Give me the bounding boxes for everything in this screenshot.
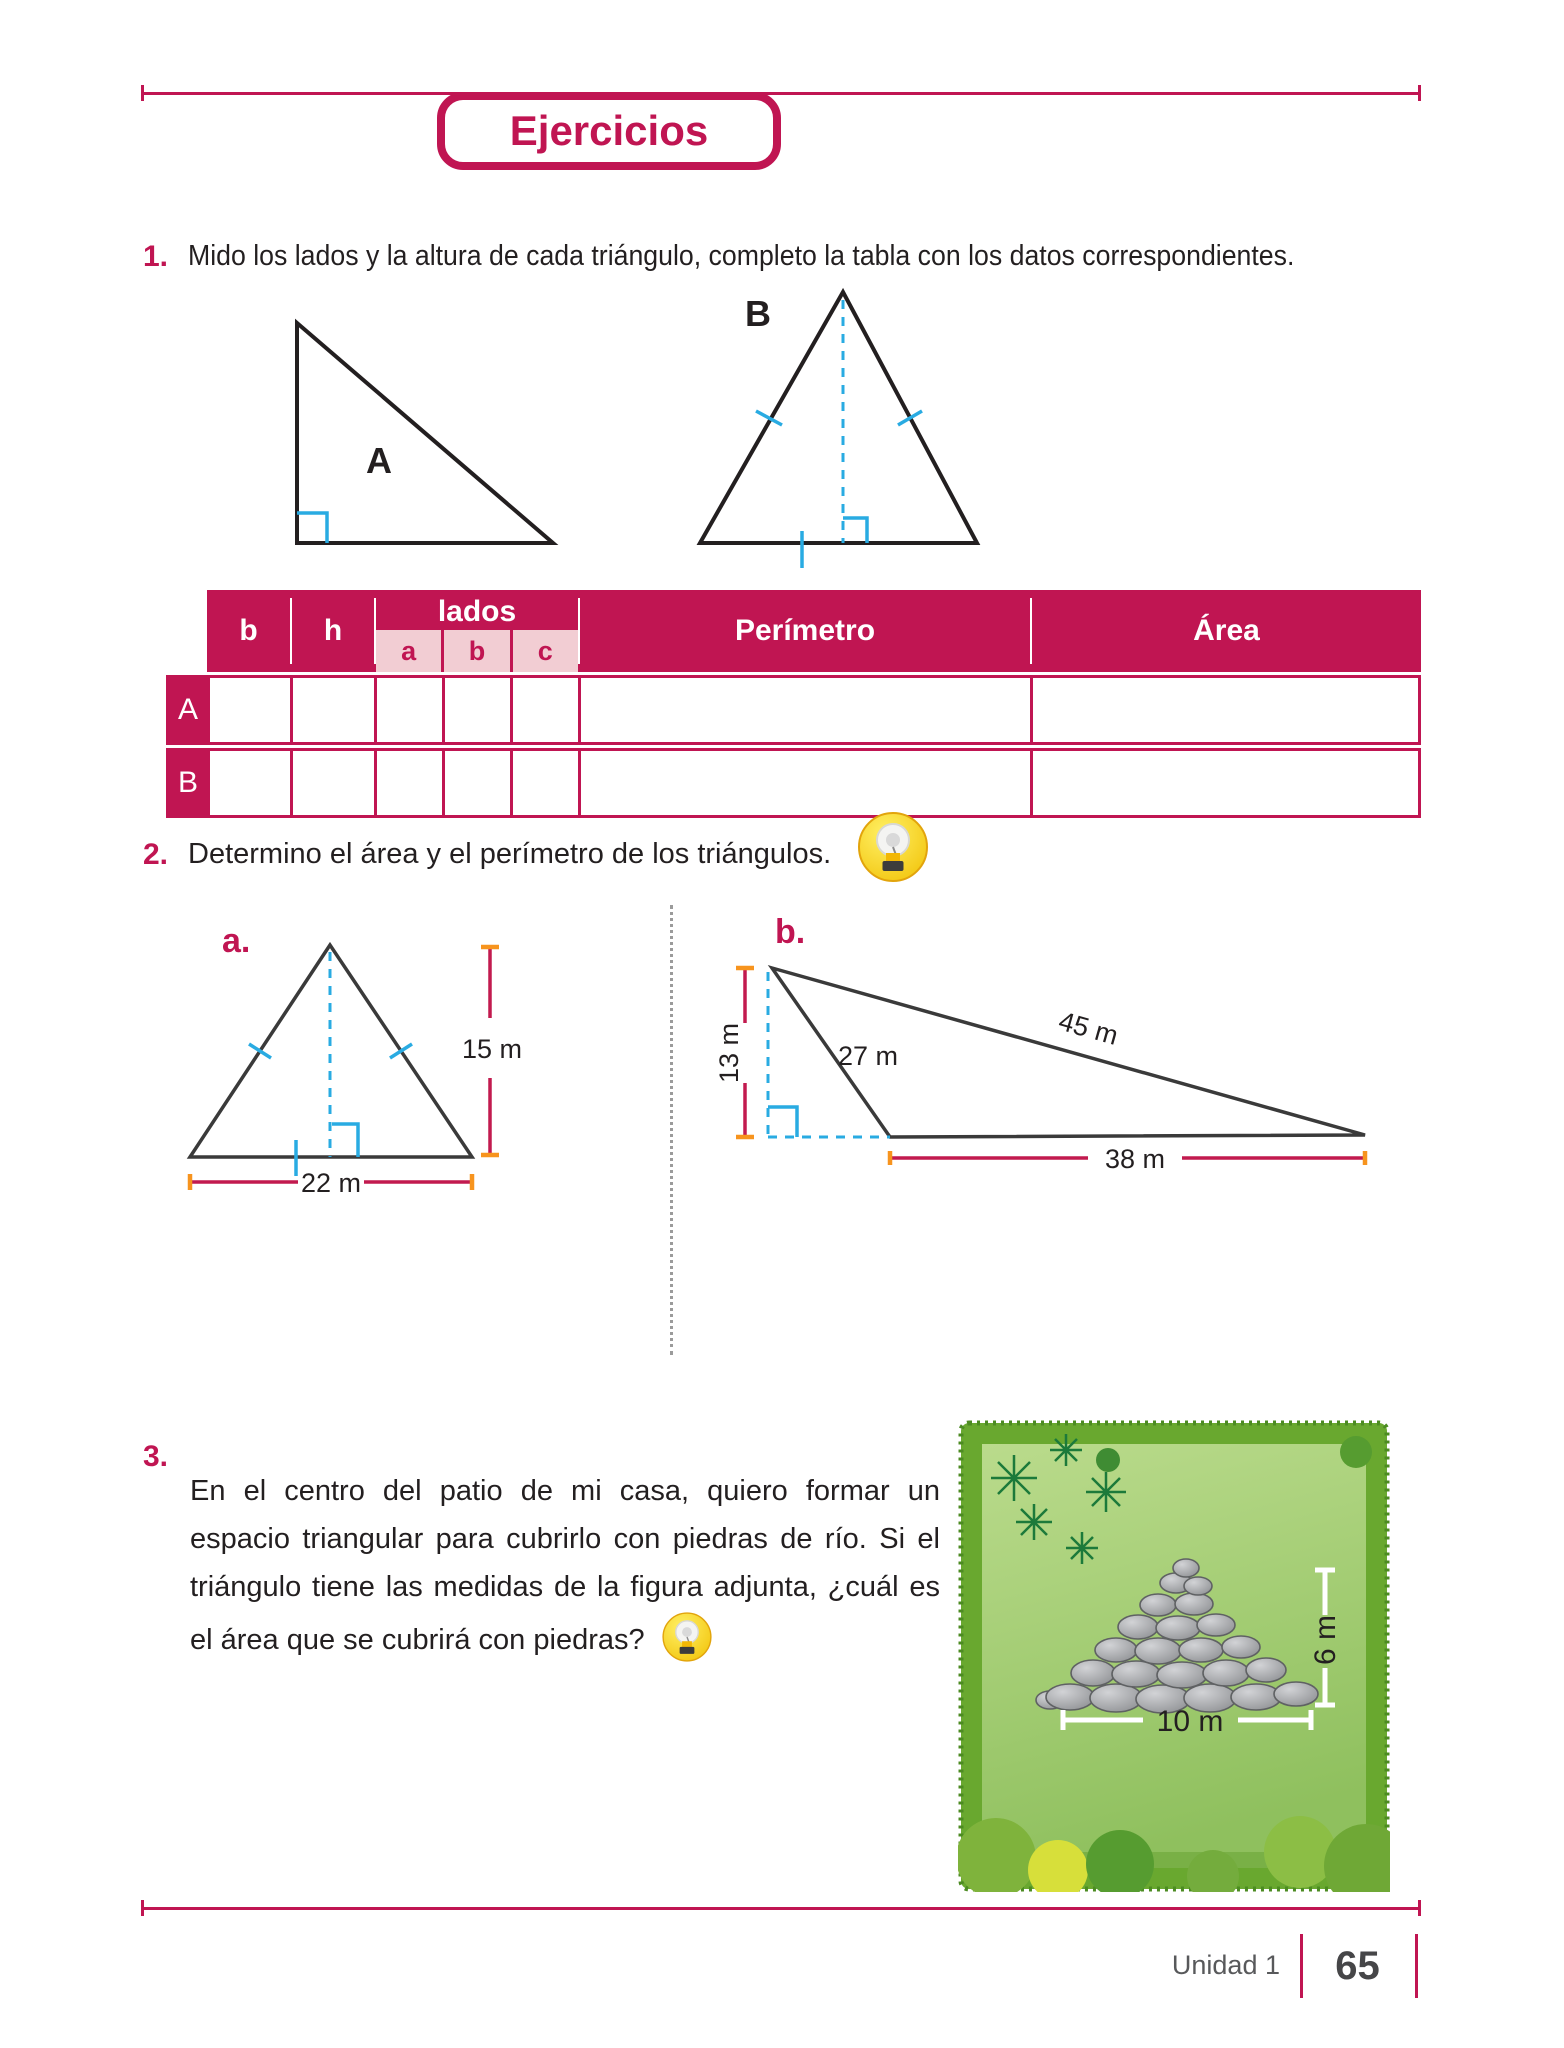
figure2b-label: b. [775,913,806,951]
cell-a-h[interactable] [293,678,377,742]
cell-b-lado-c[interactable] [513,751,581,815]
top-rule [143,92,1421,95]
column-header-b: b [239,614,258,647]
cell-b-lado-b[interactable] [445,751,513,815]
row-label-b: B [166,748,210,818]
figure2b [700,905,1420,1235]
dim-long-side: 45 m [1055,1005,1122,1051]
tick-mark [898,411,922,425]
figure2a [140,900,560,1230]
bush [1264,1816,1336,1888]
figure2a-label: a. [222,922,251,960]
sub-header-b: b [444,630,509,672]
right-angle-icon [843,518,867,543]
tick-mark [249,1044,271,1058]
sub-header-a: a [376,630,441,672]
section-title-box [437,92,781,170]
exercise2-number: 2. [143,838,169,871]
cell-a-b[interactable] [210,678,293,742]
hint-bulb-icon[interactable] [661,1611,713,1663]
cell-b-lado-a[interactable] [377,751,445,815]
dim-height: 15 m [461,1034,523,1064]
page-number: 65 [1335,1944,1380,1988]
column-header-h: h [323,614,343,647]
dim-height-label: 6 m [1309,1614,1342,1666]
triangle-a [297,323,553,543]
sub-header-c: c [513,630,578,672]
cell-b-b[interactable] [210,751,293,815]
top-rule-right-tick [1418,85,1421,101]
right-angle-icon [332,1124,358,1157]
cell-b-h[interactable] [293,751,377,815]
dim-base: 22 m [300,1168,362,1198]
triangle-a-label: A [366,440,392,481]
column-header-perimetro: Perímetro [734,614,876,647]
exercise3-number: 3. [143,1440,169,1473]
bush [1096,1448,1120,1472]
table-header [207,590,1421,672]
cell-a-lado-c[interactable] [513,678,581,742]
exercise1-number: 1. [143,240,169,273]
table-row [207,675,1421,745]
exercise2-text: Determino el área y el perímetro de los triángulos. [188,838,832,870]
tick-mark [390,1044,412,1058]
exercise3-text: En el centro del patio de mi casa, quiero formar un espacio triangular para cubrirlo con piedras de río. Si el triángulo tiene las medidas de la figura adjunta, ¿cuál es el área que se cubrirá con piedras? [190,1467,940,1664]
patio-illustration [958,1420,1390,1892]
bottom-rule [143,1907,1421,1910]
cell-a-area[interactable] [1033,678,1418,742]
column-header-area: Área [1193,614,1260,647]
page-title: Ejercicios [509,107,709,154]
cell-a-perimetro[interactable] [581,678,1033,742]
triangle-b-label: B [745,293,771,334]
cell-a-lado-b[interactable] [445,678,513,742]
footer-divider [1415,1934,1418,1998]
row-label-a: A [166,675,210,745]
footer-unit-label: Unidad 1 [1171,1950,1280,1980]
dim-base-label: 10 m [1156,1705,1224,1738]
bottom-rule-right-tick [1418,1900,1421,1916]
dim-base: 38 m [1104,1144,1166,1174]
table-row [207,748,1421,818]
sub-header-row [376,630,578,672]
cell-b-perimetro[interactable] [581,751,1033,815]
data-table [166,590,1421,818]
hint-bulb-icon[interactable] [856,810,930,884]
dim-side: 27 m [837,1041,899,1071]
bush [1340,1436,1372,1468]
exercise1-text: Mido los lados y la altura de cada triángulo, completo la tabla con los datos correspondientes. [188,240,1295,272]
cell-b-area[interactable] [1033,751,1418,815]
cell-a-lado-a[interactable] [377,678,445,742]
top-rule-left-tick [141,85,144,101]
right-angle-icon [297,513,327,543]
bottom-rule-left-tick [141,1900,144,1916]
right-angle-icon [768,1107,797,1137]
figure1-triangles [180,278,1030,590]
column-header-lados: lados [437,595,517,628]
dim-height: 13 m [714,1022,744,1084]
triangle-b [700,292,977,543]
figure-separator [670,905,673,1355]
